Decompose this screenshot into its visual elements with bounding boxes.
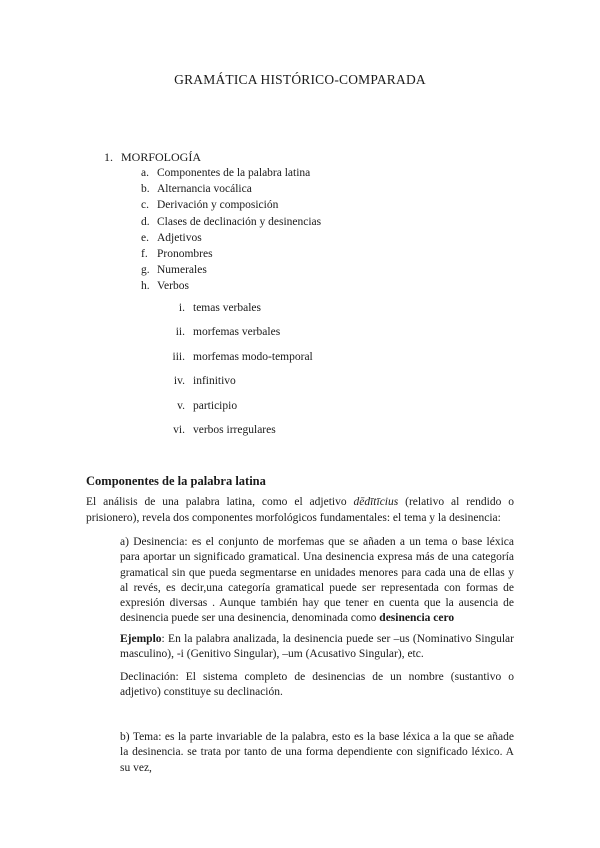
list-letter: d. <box>141 215 150 228</box>
morfologia-sublist <box>141 165 321 295</box>
section-number: 1. <box>104 150 113 164</box>
example-label: Ejemplo <box>120 633 162 645</box>
list-item-label: temas verbales <box>193 302 262 314</box>
declinacion-paragraph: Declinación: El sistema completo de desinencias de un nombre (sustantivo o adjetivo) constituye su declinación. <box>120 671 514 699</box>
section-label: MORFOLOGÍA <box>121 150 202 164</box>
list-item <box>164 400 313 424</box>
list-item-label: Derivación y composición <box>157 199 279 212</box>
list-item-label: Adjetivos <box>157 231 202 244</box>
section-morfologia <box>104 150 201 165</box>
list-item <box>164 375 313 399</box>
list-item-label: morfemas modo-temporal <box>193 350 313 363</box>
list-item <box>164 302 313 326</box>
list-item <box>141 230 321 246</box>
roman-numeral: i. <box>178 302 185 314</box>
roman-numeral: iii. <box>172 350 185 363</box>
tema-paragraph: b) Tema: es la parte invariable de la palabra, esto es la base léxica a la que se añade la desinencia. se trata por tanto de una forma dependiente con significado léxico. A su vez, <box>120 731 514 774</box>
list-item-label: verbos irregulares <box>193 423 276 436</box>
list-item <box>141 246 321 262</box>
list-item-label: Alternancia vocálica <box>157 183 252 196</box>
verbos-sublist <box>164 302 313 448</box>
latin-word: dēdītīcius <box>353 496 399 508</box>
list-item-label: Clases de declinación y desinencias <box>157 215 322 228</box>
list-item <box>164 326 313 350</box>
list-letter: h. <box>141 280 150 293</box>
desinencia-text: a) Desinencia: es el conjunto de morfemas que se añaden a un tema o base léxica para aportar un significado gramatical. Una desinencia expresa más de una categoría gramatical sin que pueda segmentarse en unidades menores para cada una de ellas y al revés, es decir,una categoría gramatical puede ser representada con formas de expresión diversas . Aunque también hay que tener en cuenta que la ausencia de desinencia puede ser una desinencia, denominada como <box>120 536 514 625</box>
intro-text-after: (relativo al rendido o prisionero), revela dos componentes morfológicos fundamentales: el tema y la desinencia: <box>86 496 514 524</box>
list-item <box>141 197 321 213</box>
list-item <box>141 278 321 294</box>
list-letter: e. <box>141 231 149 244</box>
desinencia-paragraph <box>120 535 514 627</box>
list-item <box>141 214 321 230</box>
intro-text-before: El análisis de una palabra latina, como el adjetivo <box>86 496 354 508</box>
list-item <box>141 262 321 278</box>
list-item-label: Pronombres <box>157 248 213 261</box>
list-item-label: Verbos <box>157 280 189 293</box>
list-letter: c. <box>141 199 149 212</box>
list-item-label: infinitivo <box>193 375 236 388</box>
document-title: GRAMÁTICA HISTÓRICO-COMPARADA <box>174 72 426 87</box>
list-letter: f. <box>141 248 148 261</box>
list-letter: g. <box>141 264 150 277</box>
list-item-label: participio <box>193 399 238 412</box>
intro-paragraph <box>86 495 514 526</box>
list-item <box>164 351 313 375</box>
roman-numeral: vi. <box>173 423 185 436</box>
roman-numeral: v. <box>177 399 185 412</box>
list-item <box>141 181 321 197</box>
list-item-label: Componentes de la palabra latina <box>157 167 311 179</box>
list-item <box>141 165 321 181</box>
list-letter: a. <box>141 167 149 179</box>
list-item-label: morfemas verbales <box>193 326 281 339</box>
roman-numeral: iv. <box>173 375 185 388</box>
example-text: : En la palabra analizada, la desinencia puede ser –us (Nominativo Singular masculino), -i (Genitivo Singular), –um (Acusativo Singular), etc. <box>120 633 514 661</box>
desinencia-cero-term: desinencia cero <box>379 612 455 625</box>
list-item-label: Numerales <box>157 264 207 277</box>
list-item <box>164 424 313 448</box>
example-paragraph <box>120 632 514 663</box>
roman-numeral: ii. <box>175 326 185 339</box>
section-heading: Componentes de la palabra latina <box>86 474 266 488</box>
list-letter: b. <box>141 183 150 196</box>
